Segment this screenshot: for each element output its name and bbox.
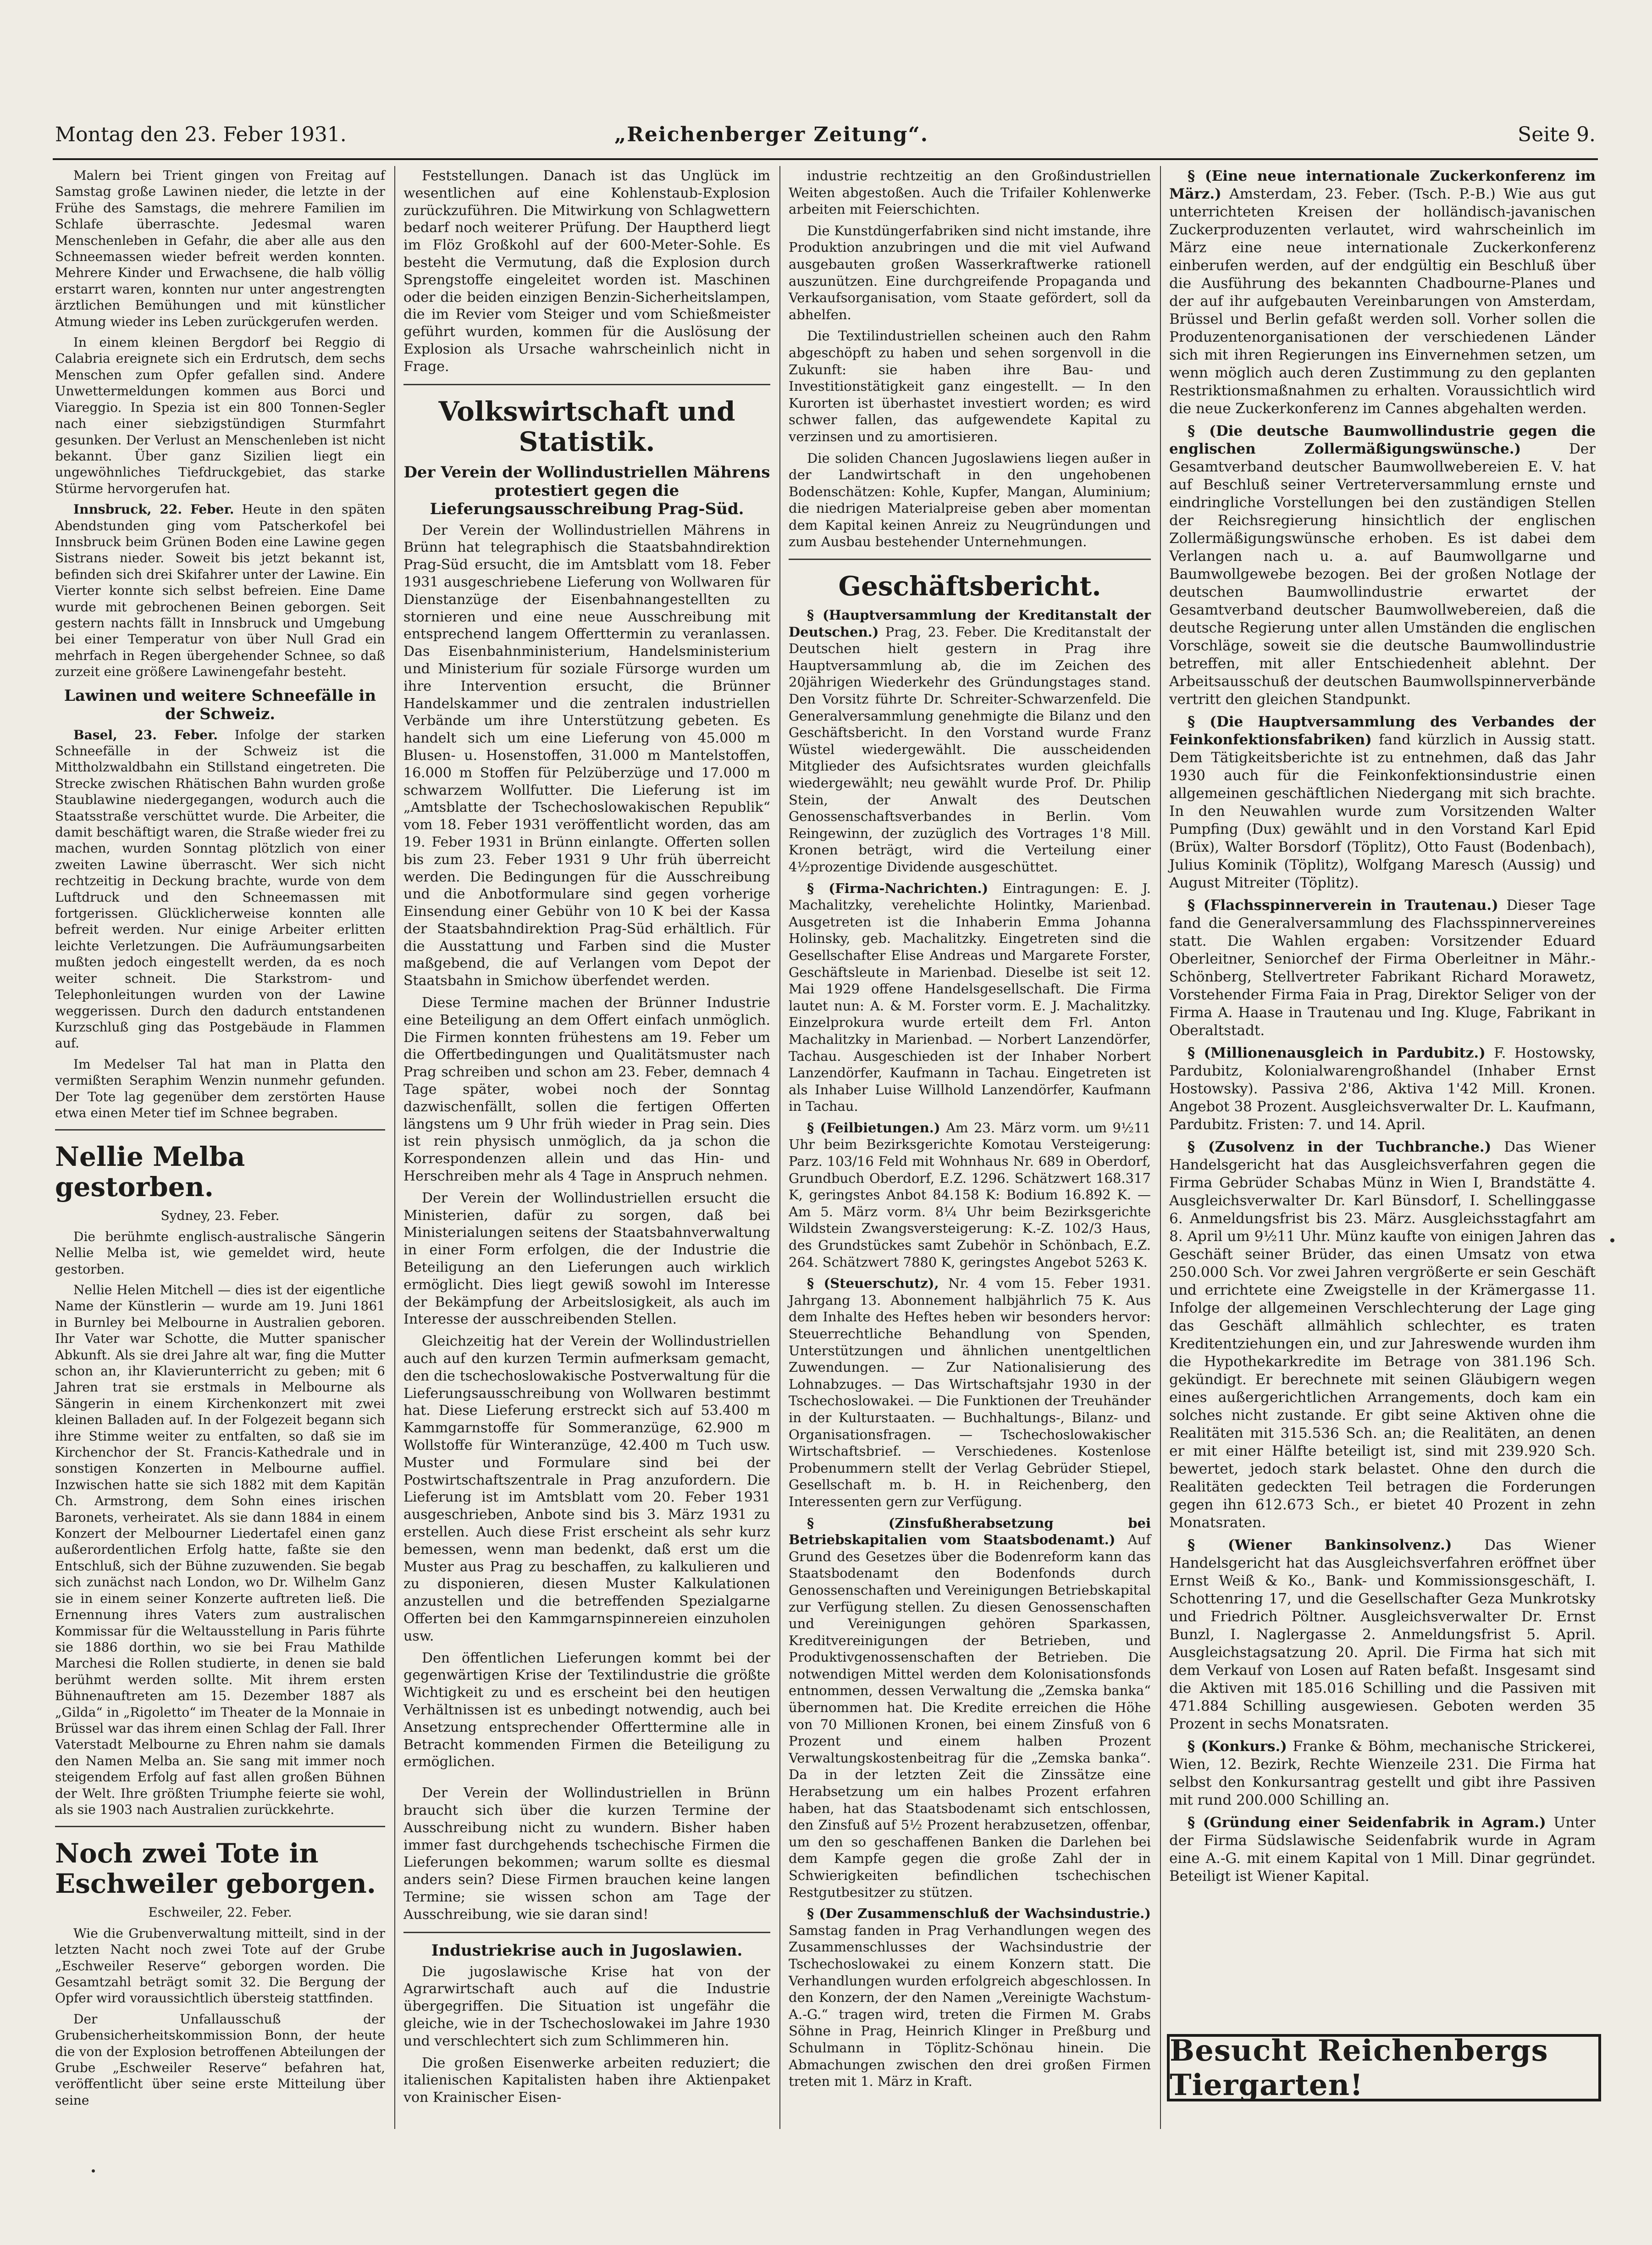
article-text: Der Verein der Wollindustriellen in Brünn braucht sich über die kurzen Termine der Ausschreibung nicht zu wundern. Bisher haben immer fast durchgehends tschechische Firmen die Lieferungen bekommen; warum sollte es diesmal anders sein? Diese Firmen brauchen keine langen Termine; sie wissen schon am Tage der Ausschreibung, wie sie daran sind! bbox=[403, 1785, 770, 1923]
article-text: § (Hauptversammlung der Kreditanstalt der Deutschen.) Prag, 23. Feber. Die Kreditanstalt der Deutschen hielt gestern in Prag ihre Hauptversammlung ab, die im Zeichen des 20jährigen Wiederkehr des Gründungstages stand. Den Vorsitz führte Dr. Schreiter-Schwarzenfeld. Die Generalversammlung genehmigte die Bilanz und den Geschäftsbericht. In den Vorstand wurde Franz Wüstel wiedergewählt. Die ausscheidenden Mitglieder des Aufsichtsrates wurden gleichfalls wiedergewählt; neu gewählt wurde Prof. Dr. Philip Stein, der Anwalt des Deutschen Genossenschaftsverbandes in Berlin. Vom Reingewinn, der zuzüglich des Vortrages 1'8 Mill. Kronen beträgt, wird die Verteilung einer 4½prozentige Dividende ausgeschüttet. bbox=[789, 607, 1151, 875]
article-text: § (Wiener Bankinsolvenz.) Das Wiener Handelsgericht hat das Ausgleichsverfahren eröffnet über Ernst Weiß & Ko., Bank- und Kommissionsgeschäft, I. Schottenring 17, und die Gesellschafter Geza Munkrotsky und Friedrich Pöltner. Ausgleichsverwalter Dr. Ernst Bunzl, I. Naglergasse 2. Anmeldungsfrist 5. April. Ausgleichstagsatzung 20. April. Die Firma hat sich mit dem Verkauf von Losen auf Raten befaßt. Insgesamt sind die Aktiven mit 185.016 Schilling und die Passiven mit 471.884 Schilling ausgewiesen. Geboten werden 35 Prozent in sechs Monatsraten. bbox=[1169, 1537, 1596, 1732]
article-text: § (Eine neue internationale Zuckerkonferenz im März.) Amsterdam, 23. Feber. (Tsch. P.-B.) Wie aus gut unterrichteten Kreisen der holländisch-javanischen Zuckerproduzenten verlautet, wird wahrscheinlich im März eine neue internationale Zuckerkonferenz einberufen werden, auf der endgültig ein Beschluß über die Ausführung des bekannten Chadbourne-Planes und der auf ihr aufgebauten Vereinbarungen von Amsterdam, Brüssel und Berlin gefaßt werden soll. Vorher sollen die Produzentenorganisationen der verschiedenen Länder sich mit ihren Regierungen ins Einvernehmen setzen, um wenn möglich auch deren Zustimmung zu den geplanten Restriktionsmaßnahmen zu erhalten. Voraussichtlich wird die neue Zuckerkonferenz im Cannes abgehalten werden. bbox=[1169, 168, 1596, 417]
column-2 bbox=[403, 167, 770, 2106]
article-text: Der Unfallausschuß der Grubensicherheitskommission Bonn, der heute die von der Explosion betroffenen Abteilungen der Grube „Eschweiler Reserve“ befahren hat, veröffentlicht über seine erste Mitteilung über seine bbox=[55, 2011, 385, 2108]
article-text: § (Der Zusammenschluß der Wachsindustrie.) Samstag fanden in Prag Verhandlungen wegen des Zusammenschlusses der Wachsindustrie der Tschechoslowakei zu einem Konzern statt. Die Verhandlungen wurden erfolgreich abgeschlossen. In den Konzern, der den Namen „Vereinigte Wachstum-A.-G.“ tragen wird, treten die Firmen M. Grabs Söhne in Prag, Heinrich Klinger in Preßburg und Schulmann in Töplitz-Schönau hinein. Die Abmachungen zwischen den drei großen Firmen treten mit 1. März in Kraft. bbox=[789, 1906, 1151, 2090]
dateline: Basel, 23. Feber. bbox=[73, 727, 218, 743]
advertisement-tiergarten bbox=[1167, 2034, 1601, 2101]
article-text: Im Medelser Tal hat man in Platta den vermißten Seraphim Wenzin nunmehr gefunden. Der Tote lag gegenüber dem zerstörten Hause etwa einen Meter tief im Schnee begraben. bbox=[55, 1056, 385, 1120]
column-divider bbox=[1160, 166, 1161, 2129]
column-3 bbox=[789, 167, 1151, 2090]
article-text: In einem kleinen Bergdorf bei Reggio di Calabria ereignete sich ein Erdrutsch, dem sechs Menschen zum Opfer gefallen sind. Andere Unwettermeldungen kommen aus Borci und Viareggio. In Spezia ist ein 800 Tonnen-Segler nach einer siebzigstündigen Sturmfahrt gesunken. Der Verlust an Menschenleben ist nicht bekannt. Über ganz Sizilien liegt ein ungewöhnliches Tiefdruckgebiet, das starke Stürme hervorgerufen hat. bbox=[55, 335, 385, 496]
article-text: Malern bei Trient gingen von Freitag auf Samstag große Lawinen nieder, die letzte in der Frühe des Samstags, die mehrere Familien im Schlafe überraschte. Jedesmal waren Menschenleben in Gefahr, die aber alle aus den Schneemassen wieder befreit werden konnten. Mehrere Kinder und Erwachsene, die halb völlig erstarrt waren, konnten nur unter angestrengten ärztlichen Bemühungen und mit künstlicher Atmung wieder ins Leben zurückgerufen werden. bbox=[55, 168, 385, 329]
masthead: „Reichenberger Zeitung“. bbox=[614, 123, 929, 146]
column-4 bbox=[1169, 167, 1596, 1885]
page-number: Seite 9. bbox=[1518, 123, 1596, 146]
subheading: Industriekrise auch in Jugoslawien. bbox=[431, 1941, 743, 1960]
article-text: § (Zusolvenz in der Tuchbranche.) Das Wiener Handelsgericht hat das Ausgleichsverfahren gegen die Firma Gebrüder Schabas Münz in Wien I, Brandstätte 4. Ausgleichsverwalter Dr. Karl Bünsdorf, I. Schellinggasse 6. Anmeldungsfrist bis 23. März. Ausgleichsstagfahrt am 8. April um 9½11 Uhr. Münz kaufte von einigen Jahren das Geschäft seiner Brüder, das einen Umsatz von etwa 250.000 Sch. Vor zwei Jahren vergrößerte er sein Geschäft und errichtete eine Zweigstelle in der Krämergasse 11. Infolge der allgemeinen Verschlechterung der Lage ging das Geschäft allmählich schlechter, es traten Kreditentziehungen ein, und zur Jahreswende wurden ihm die Hypothekarkredite im Betrage von 381.196 Sch. gekündigt. Er berechnete mit seinen Gläubigern wegen eines außergerichtlichen Arrangements, doch kam ein solches nicht zustande. Er gibt seine Aktiven ohne die Realitäten mit 315.536 Sch. an; die Realitäten, an denen er mit einer Hälfte beteiligt ist, sind mit 239.920 Sch. bewertet, jedoch stark belastet. Ohne den durch die Realitäten gedeckten Teil betragen die Forderungen gegen ihn 612.673 Sch., er bietet 40 Prozent in zehn Monatsraten. bbox=[1169, 1139, 1596, 1531]
article-text: § (Die deutsche Baumwollindustrie gegen die englischen Zollermäßigungswünsche.) Der Gesamtverband deutscher Baumwollwebereien E. V. hat auf Beschluß seiner Vertreterversammlung ernste und eindringliche Vorstellungen bei den zuständigen Stellen der Reichsregierung hinsichtlich der englischen Zollermäßigungswünsche erhoben. Es ist dabei dem Verlangen nach u. a. auf Baumwollgarne und Baumwollgewebe bezogen. Bei der großen Notlage der deutschen Baumwollindustrie erwartet der Gesamtverband deutscher Baumwollwebereien, daß die deutsche Regierung unter allen Umständen die englischen Vorschläge, soweit sie die deutsche Baumwollindustrie betreffen, mit aller Entschiedenheit ablehnt. Der Arbeitsausschuß der deutschen Baumwollspinnerverbände vertritt den gleichen Standpunkt. bbox=[1169, 423, 1596, 708]
dateline: Eschweiler, 22. Feber. bbox=[148, 1905, 292, 1920]
column-1 bbox=[55, 167, 385, 2108]
divider bbox=[403, 384, 770, 385]
headline-eschweiler: Noch zwei Tote in Eschweiler geborgen. bbox=[55, 1838, 376, 1900]
headline-melba: Nellie Melba gestorben. bbox=[55, 1141, 245, 1203]
article-text: Feststellungen. Danach ist das Unglück im wesentlichen auf eine Kohlenstaub-Explosion zurückzuführen. Die Mitwirkung von Schlagwettern bedarf noch weiterer Prüfung. Der Hauptherd liegt im Flöz Großkohl auf der 600-Meter-Sohle. Es besteht die Vermutung, daß die Explosion durch Sprengstoffe eingeleitet worden ist. Maschinen oder die beiden einzigen Benzin-Sicherheitslampen, die im Revier vom Steiger und vom Schießmeister geführt wurden, kommen für die Auslösung der Explosion als Ursache wahrscheinlich nicht in Frage. bbox=[403, 168, 770, 375]
article-text: Basel, 23. Feber. Infolge der starken Schneefälle in der Schweiz ist die Mittholzwaldbahn ein Stillstand eingetreten. Die Strecke zwischen Rhätischen Bahn wurden große Staublawine niedergegangen, wodurch auch die Staatsstraße verschüttet wurde. Die Arbeiter, die damit beschäftigt waren, die Straße wieder frei zu machen, wurden Sonntag plötzlich von einer zweiten Lawine überrascht. Wer sich nicht rechtzeitig in Deckung brachte, wurde von dem Luftdruck und den Schneemassen mit fortgerissen. Glücklicherweise konnten alle befreit werden. Nur einige Arbeiter erlitten leichte Verletzungen. Die Aufräumungsarbeiten mußten jedoch eingestellt werden, da es noch weiter schneit. Die Starkstrom- und Telephonleitungen wurden von der Lawine weggerissen. Durch den dadurch entstandenen Kurzschluß ging das Postgebäude in Flammen auf. bbox=[55, 727, 385, 1051]
article-text: Den öffentlichen Lieferungen kommt bei der gegenwärtigen Krise der Textilindustrie die größte Wichtigkeit zu und es erscheint bei den heutigen Verhältnissen ist es unbedingt notwendig, auch bei Ansetzung entsprechender Offerttermine alle in Betracht kommenden Firmen die Beteiligung zu ermöglichen. bbox=[403, 1650, 770, 1770]
article-text: Gleichzeitig hat der Verein der Wollindustriellen auch auf den kurzen Termin aufmerksam gemacht, den die tschechoslowakische Postverwaltung für die Lieferungsausschreibung von Wollwaren bestimmt hat. Diese Lieferung erstreckt sich auf 53.400 m Kammgarnstoffe für Sommeranzüge, 62.900 m Wollstoffe für Winteranzüge, 42.400 m Tuch usw. Muster und Formulare sind bei der Postwirtschaftszentrale in Prag anzufordern. Die Lieferung ist im Amtsblatt vom 20. Feber 1931 ausgeschrieben, Anbote sind bis 3. März 1931 zu erstellen. Auch diese Frist erscheint als sehr kurz bemessen, wenn man bedenkt, daß erst um die Muster aus Prag zu beschaffen, zu kalkulieren und zu disponieren, diesen Muster Kalkulationen anzustellen und die betreffenden Spezialgarne Offerten bei den Kammgarnspinnereien einzuholen usw. bbox=[403, 1333, 770, 1644]
divider bbox=[55, 1826, 385, 1827]
article-text: Die soliden Chancen Jugoslawiens liegen außer in der Landwirtschaft in den ungehobenen Bodenschätzen: Kohle, Kupfer, Mangan, Aluminium; die niedrigen Materialpreise geben aber momentan dem Kapital keinen Anreiz zu Neugründungen und zum Ausbau bestehender Unternehmungen. bbox=[789, 450, 1151, 550]
page-header bbox=[55, 123, 1596, 155]
column-divider bbox=[394, 166, 395, 2129]
article-text: § (Firma-Nachrichten.) Eintragungen: E. J. Machalitzky, verehelichte Holintky, Marienbad. Ausgetreten ist die Inhaberin Emma Johanna Holinsky, geb. Machalitzky. Eingetreten sind die Gesellschafter Elise Andreas und Margarete Forster, Geschäftsleute in Marienbad. Dieselbe ist seit 12. Mai 1929 offene Handelsgesellschaft. Die Firma lautet nun: A. & M. Forster vorm. E. J. Machalitzky. Einzelprokura wurde erteilt dem Frl. Anton Machalitzky in Marienbad. — Norbert Lanzendörfer, Tachau. Ausgeschieden ist der Inhaber Norbert Lanzendörfer, Kaufmann in Tachau. Eingetreten ist als Inhaber Luise Willhold Lanzendörfer, Kaufmann in Tachau. bbox=[789, 880, 1151, 1114]
article-text: Der Verein der Wollindustriellen Mährens in Brünn hat telegraphisch die Staatsbahndirektion Prag-Süd ersucht, die im Amtsblatt vom 18. Feber 1931 ausgeschriebene Lieferung von Wollwaren für Dienstanzüge der Eisenbahnangestellten zu stornieren und eine neue Ausschreibung mit entsprechend langem Offerttermin zu veranlassen. Das Eisenbahnministerium, Handelsministerium und Ministerium für soziale Fürsorge wurden um ihre Intervention ersucht, die Brünner Handelskammer und die zentralen industriellen Verbände um ihre Unterstützung gebeten. Es handelt sich um eine Lieferung von 45.000 m Blusen- u. Hosenstoffen, 31.000 m Mantelstoffen, 16.000 m Stoffen für Pelzüberzüge und 17.000 m schwarzem Wollfutter. Die Lieferung ist im „Amtsblatte der Tschechoslowakischen Republik“ vom 18. Feber 1931 veröffentlicht worden, das am 19. Feber 1931 in Brünn einlangte. Offerten sollen bis zum 23. Feber 1931 9 Uhr früh überreicht werden. Die Bedingungen für die Ausschreibung und die Anbotformulare sind gegen vorherige Einsendung einer Gebühr von 10 K bei der Kassa der Staatsbahndirektion Prag-Süd erhältlich. Für die Ausstattung und Farben sind die Muster maßgebend, die auf Verlangen vom Depot der Staatsbahn in Smichow überfendet werden. bbox=[403, 522, 770, 989]
article-text: Die jugoslawische Krise hat von der Agrarwirtschaft auch auf die Industrie übergegriffen. Die Situation ist ungefähr die gleiche, wie in der Tschechoslowakei im Jahre 1930 und verschlechtert sich zum Schlimmeren hin. bbox=[403, 1963, 770, 2049]
divider bbox=[403, 1932, 770, 1933]
article-text: industrie rechtzeitig an den Großindustriellen Weiten abgestoßen. Auch die Trifailer Kohlenwerke arbeiten mit Feierschichten. bbox=[789, 168, 1151, 217]
article-text: Die Textilindustriellen scheinen auch den Rahm abgeschöpft zu haben und sehen sorgenvoll in die Zukunft: sie haben ihre Bau- und Investitionstätigkeit ganz eingestellt. — In den Kurorten ist überhastet investiert worden; es wird schwer fallen, das aufgewendete Kapital zu verzinsen und zu amortisieren. bbox=[789, 328, 1151, 444]
advertisement-text: Besucht Reichenbergs Tiergarten! bbox=[1170, 2033, 1548, 2102]
subheading: Der Verein der Wollindustriellen Mährens protestiert gegen die Lieferungsausschreibung Prag-Süd. bbox=[403, 463, 770, 518]
header-date: Montag den 23. Feber 1931. bbox=[55, 123, 347, 146]
print-speck bbox=[92, 2169, 95, 2173]
article-text: Nellie Helen Mitchell — dies ist der eigentliche Name der Künstlerin — wurde am 19. Juni 1861 in Burnley bei Melbourne in Australien geboren. Ihr Vater war Schotte, die Mutter spanischer Abkunft. Als sie drei Jahre alt war, fing die Mutter schon an, ihr Klavierunterricht zu geben; mit 6 Jahren trat sie erstmals in Melbourne als Sängerin in einem Kirchenkonzert mit zwei kleinen Balladen auf. In der Folgezeit begann sich ihre Stimme weiter zu entfalten, so daß sie im Kirchenchor der St. Francis-Kathedrale und in sonstigen Konzerten in Melbourne auffiel. Inzwischen hatte sie sich 1882 mit dem Kapitän Ch. Armstrong, dem Sohn eines irischen Baronets, verheiratet. Als sie dann 1884 in einem Konzert der Melbourner Liedertafel einen ganz außerordentlichen Erfolg hatte, faßte sie den Entschluß, sich der Bühne zuzuwenden. Sie begab sich zunächst nach London, wo Dr. Wilhelm Ganz sie in einem seiner Konzerte auftreten ließ. Die Ernennung ihres Vaters zum australischen Kommissar für die Weltausstellung in Paris führte sie 1886 dorthin, wo sie bei Frau Mathilde Marchesi die Rollen studierte, in denen sie bald berühmt werden sollte. Mit ihrem ersten Bühnenauftreten am 15. Dezember 1887 als „Gilda“ in „Rigoletto“ im Theater de la Monnaie in Brüssel war das ihrem einen Schlag der Fall. Ihrer Vaterstadt Melbourne zu Ehren nahm sie damals den Namen Melba an. Sie sang mit immer noch steigendem Erfolg auf fast allen großen Bühnen der Welt. Ihre größten Triumphe feierte sie wohl, als sie 1903 nach Australien zurückkehrte. bbox=[55, 1282, 385, 1817]
print-speck bbox=[1610, 1238, 1614, 1242]
article-text: Die berühmte englisch-australische Sängerin Nellie Melba ist, wie gemeldet wird, heute gestorben. bbox=[55, 1229, 385, 1277]
column-divider bbox=[779, 166, 780, 2129]
dateline: Innsbruck, 22. Feber. bbox=[73, 502, 234, 517]
article-text: § (Konkurs.) Franke & Böhm, mechanische Strickerei, Wien, 12. Bezirk, Rechte Wienzeile 231. Die Firma hat selbst den Konkursantrag gestellt und gibt ihre Passiven mit rund 200.000 Schilling an. bbox=[1169, 1738, 1596, 1808]
article-text: Die großen Eisenwerke arbeiten reduziert; die italienischen Kapitalisten haben ihre Aktienpaket von Krainischer Eisen- bbox=[403, 2055, 770, 2106]
section-heading-volkswirtschaft: Volkswirtschaft und Statistik. bbox=[438, 395, 735, 457]
article-text: § (Zinsfußherabsetzung bei Betriebskapitalien vom Staatsbodenamt.) Auf Grund des Gesetzes über die Bodenreform kann das Staatsbodenamt den Bodenfonds durch Genossenschaften und Vereinigungen Betriebskapital zur Verfügung stellen. Zu diesen Genossenschaften und Vereinigungen gehören Sparkassen, Kreditvereinigungen der Betrieben, und Produktivgenossenschaften der Betrieben. Die notwendigen Mittel werden dem Kolonisationsfonds entnommen, dessen Verwaltung die „Zemska banka“ übernommen hat. Die Kredite erreichen die Höhe von 70 Millionen Kronen, bei einem Zinsfuß von 6 Prozent und einem halben Prozent Verwaltungskostenbeitrag für die „Zemska banka“. Da in der letzten Zeit die Zinssätze eine Herabsetzung um ein halbes Prozent erfahren haben, hat das Staatsbodenamt sich entschlossen, den Zinsfuß auf 5½ Prozent herabzusetzen, offenbar, um den so geschaffenen Banken die Darlehen bei dem Kampfe gegen die große Zahl der in Schwierigkeiten befindlichen tschechischen Restgutbesitzer zu stützen. bbox=[789, 1515, 1151, 1900]
article-text: Der Verein der Wollindustriellen ersucht die Ministerien, dafür zu sorgen, daß bei Ministerialungen seitens der Staatsbahnverwaltung in einer Form erfolgen, die der Industrie die Beteiligung an den Lieferungen auch wirklich ermöglicht. Dies liegt gewiß sowohl im Interesse der Bekämpfung der Arbeitslosigkeit, als auch im Interesse der ausschreibenden Stellen. bbox=[403, 1190, 770, 1328]
subheading: Lawinen und weitere Schneefälle in der Schweiz. bbox=[64, 686, 376, 723]
article-text: § (Steuerschutz), Nr. 4 vom 15. Feber 1931. Jahrgang 13. Abonnement halbjährlich 75 K. Aus dem Inhalte des Heftes heben wir besonders hervor: Steuerrechtliche Behandlung von Spenden, Unterstützungen und ähnlichen unentgeltlichen Zuwendungen. — Zur Nationalisierung des Lohnabzuges. — Das Wirtschaftsjahr 1930 in der Tschechoslowakei. — Die Funktionen der Treuhänder in der Kulturstaaten. — Buchhaltungs-, Bilanz- und Organisationsfragen. — Tschechoslowakischer Wirtschaftsbrief. — Verschiedenes. Kostenlose Probenummern stellt der Verlag Gebrüder Stiepel, Gesellschaft m. b. H. in Reichenberg, den Interessenten gern zur Verfügung. bbox=[789, 1275, 1151, 1509]
article-text: § (Gründung einer Seidenfabrik in Agram.) Unter der Firma Südslawische Seidenfabrik wurde in Agram eine A.-G. mit einem Kapital von 1 Mill. Dinar gegründet. Beteiligt ist Wiener Kapital. bbox=[1169, 1814, 1596, 1885]
article-text: Diese Termine machen der Brünner Industrie eine Beteiligung an dem Offert einfach unmöglich. Die Firmen konnten frühestens am 19. Feber um die Offertbedingungen und Qualitätsmuster nach Prag schreiben und schon am 23. Feber, demnach 4 Tage später, wobei noch der Sonntag dazwischenfällt, sollen die fertigen Offerten längstens um 9 Uhr früh wieder in Prag sein. Dies ist rein physisch unmöglich, da ja schon die Korrespondenzen allein und das Hin- und Herschreiben mehr als 4 Tage in Anspruch nehmen. bbox=[403, 995, 770, 1185]
article-text: § (Feilbietungen.) Am 23. März vorm. um 9½11 Uhr beim Bezirksgerichte Komotau Versteigerung: Parz. 103/16 Feld mit Wohnhaus Nr. 689 in Oberdorf, Grundbuch Oberdorf, E.Z. 1296. Schätzwert 168.317 K, geringstes Anbot 84.158 K: Bodium 16.892 K. — Am 5. März vorm. 8¼ Uhr beim Bezirksgerichte Wildstein Zwangsversteigerung: K.-Z. 102/3 Haus, des Grundstückes samt Zubehör in Schönbach, E.Z. 264. Schätzwert 7880 K, geringstes Angebot 5263 K. bbox=[789, 1120, 1151, 1270]
article-text: § (Flachsspinnerverein in Trautenau.) Dieser Tage fand die Generalversammlung des Flachsspinnervereines statt. Die Wahlen ergaben: Vorsitzender Eduard Oberleitner, Seniorchef der Firma Oberleitner in Mähr.-Schönberg, Stellvertreter Fabrikant Richard Morawetz, Vorstehender Firma Faia in Prag, Direktor Seliger von der Firma A. Haase in Trautenau und Ing. Kluge, Fabrikant in Oberaltstadt. bbox=[1169, 897, 1596, 1039]
article-text: § (Die Hauptversammlung des Verbandes der Feinkonfektionsfabriken) fand kürzlich in Aussig statt. Dem Tätigkeitsberichte ist zu entnehmen, daß das Jahr 1930 auch für die Feinkonfektionsindustrie einen allgemeinen geschäftlichen Niedergang mit sich brachte. In den Neuwahlen wurde zum Vorsitzenden Walter Pumpfing (Dux) gewählt und in den Vorstand Karl Epid (Brüx), Walter Borsdorf (Töplitz), Otto Faust (Bodenbach), Julius Kominik (Töplitz), Wolfgang Maresch (Aussig) und August Mitreiter (Töplitz). bbox=[1169, 714, 1596, 891]
article-text: Wie die Grubenverwaltung mitteilt, sind in der letzten Nacht noch zwei Tote auf der Grube „Eschweiler Reserve“ geborgen worden. Die Gesamtzahl beträgt somit 32. Die Bergung der Opfer wird voraussichtlich übersteig stattfinden. bbox=[55, 1925, 385, 2006]
article-text: Innsbruck, 22. Feber. Heute in den späten Abendstunden ging vom Patscherkofel bei Innsbruck beim Grünen Boden eine Lawine gegen Sistrans nieder. Soweit bis jetzt bekannt ist, befinden sich drei Skifahrer unter der Lawine. Ein Vierter konnte sich selbst befreien. Eine Dame wurde mit gebrochenen Beinen geborgen. Seit gestern nachts fällt in Innsbruck und Umgebung bei einer Temperatur von über Null Grad ein mehrfach in Regen übergehender Schnee, so daß zurzeit eine größere Lawinengefahr besteht. bbox=[55, 502, 385, 680]
divider bbox=[789, 559, 1151, 560]
dateline: Sydney, 23. Feber. bbox=[160, 1208, 280, 1224]
article-text: § (Millionenausgleich in Pardubitz.) F. Hostowsky, Pardubitz, Kolonialwarengroßhandel (Inhaber Ernst Hostowsky). Passiva 2'86, Aktiva 1'42 Mill. Kronen. Angebot 38 Prozent. Ausgleichsverwalter Dr. L. Kaufmann, Pardubitz. Fristen: 7. und 14. April. bbox=[1169, 1045, 1596, 1133]
header-rule bbox=[53, 158, 1598, 160]
section-heading-geschaeftsbericht: Geschäftsbericht. bbox=[838, 571, 1101, 602]
article-text: Die Kunstdüngerfabriken sind nicht imstande, ihre Produktion anzubringen und die mit viel Aufwand ausgebauten großen Wasserkraftwerke rationell auszunützen. Eine durchgreifende Propaganda und Verkaufsorganisation, vom Staate gefördert, soll da abhelfen. bbox=[789, 222, 1151, 322]
divider bbox=[55, 1129, 385, 1131]
